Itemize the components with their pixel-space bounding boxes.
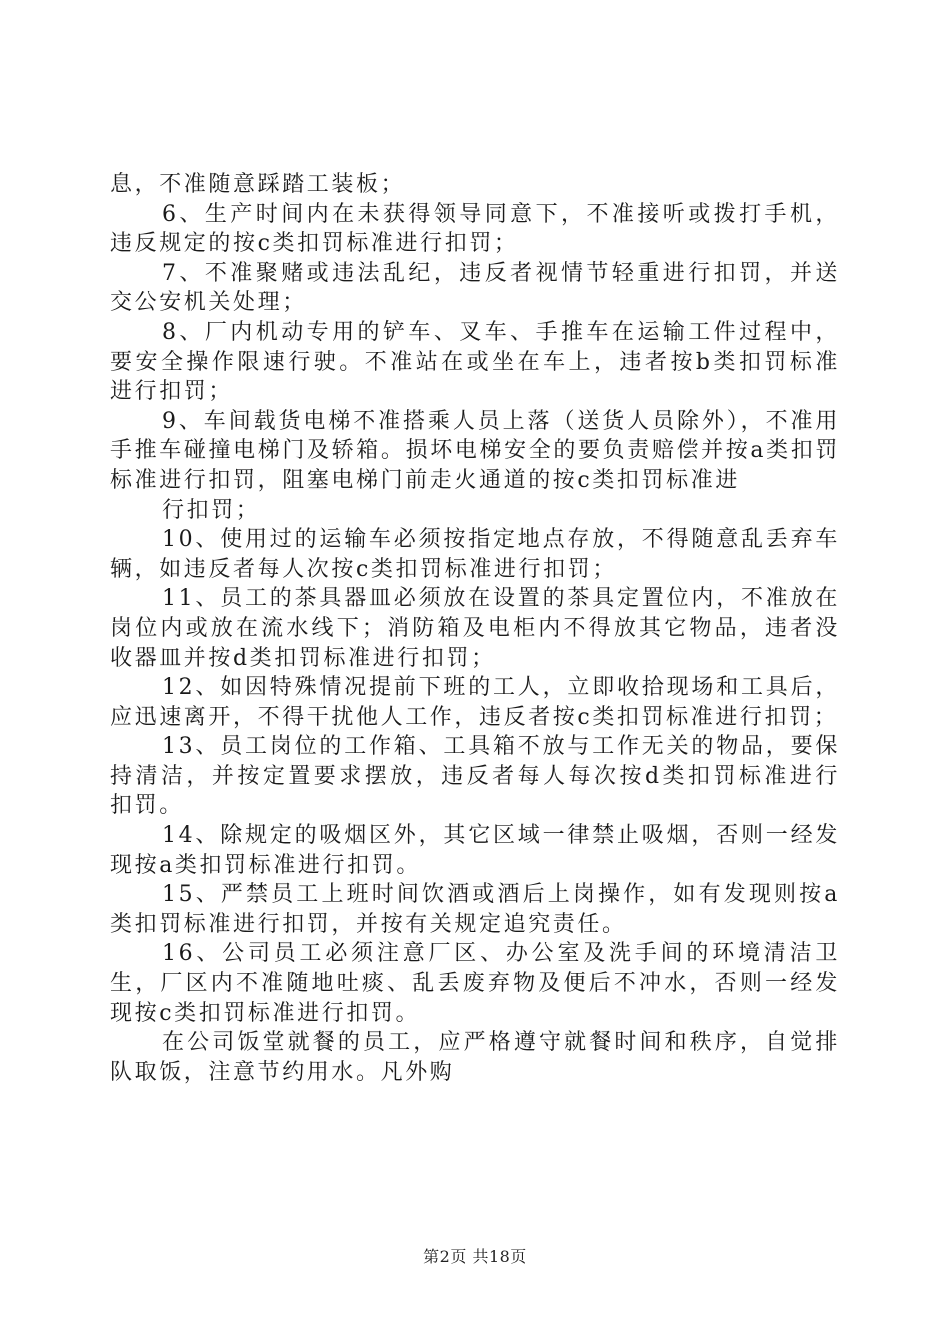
paragraph: 在公司饭堂就餐的员工，应严格遵守就餐时间和秩序，自觉排队取饭，注意节约用水。凡外购 [110, 1030, 840, 1085]
paragraph: 11、员工的茶具器皿必须放在设置的茶具定置位内，不准放在岗位内或放在流水线下；消防箱及电柜内不得放其它物品，违者没收器皿并按d类扣罚标准进行扣罚； [110, 586, 840, 671]
paragraph: 9、车间载货电梯不准搭乘人员上落（送货人员除外），不准用手推车碰撞电梯门及轿箱。损坏电梯安全的要负责赔偿并按a类扣罚标准进行扣罚，阻塞电梯门前走火通道的按c类扣罚标准进 [110, 408, 840, 493]
paragraph: 7、不准聚赌或违法乱纪，违反者视情节轻重进行扣罚，并送交公安机关处理； [110, 260, 840, 316]
paragraph: 6、生产时间内在未获得领导同意下，不准接听或拨打手机，违反规定的按c类扣罚标准进行扣罚； [110, 201, 840, 257]
document-body [110, 170, 840, 1087]
page-number-footer: 第2页 共18页 [423, 1247, 527, 1266]
paragraph: 14、除规定的吸烟区外，其它区域一律禁止吸烟，否则一经发现按a类扣罚标准进行扣罚。 [110, 823, 840, 878]
paragraph: 8、厂内机动专用的铲车、叉车、手推车在运输工件过程中，要安全操作限速行驶。不准站在或坐在车上，违者按b类扣罚标准进行扣罚； [110, 319, 840, 405]
paragraph: 15、严禁员工上班时间饮酒或酒后上岗操作，如有发现则按a类扣罚标准进行扣罚，并按有关规定追究责任。 [110, 882, 840, 937]
paragraph: 13、员工岗位的工作箱、工具箱不放与工作无关的物品，要保持清洁，并按定置要求摆放，违反者每人每次按d类扣罚标准进行扣罚。 [110, 734, 840, 819]
paragraph: 12、如因特殊情况提前下班的工人，立即收拾现场和工具后，应迅速离开，不得干扰他人工作，违反者按c类扣罚标准进行扣罚； [110, 675, 840, 730]
paragraph: 息，不准随意踩踏工装板； [110, 172, 406, 197]
paragraph: 10、使用过的运输车必须按指定地点存放，不得随意乱丢弃车辆，如违反者每人次按c类扣罚标准进行扣罚； [110, 527, 840, 582]
paragraph: 行扣罚； [162, 497, 261, 523]
paragraph: 16、公司员工必须注意厂区、办公室及洗手间的环境清洁卫生，厂区内不准随地吐痰、乱丢废弃物及便后不冲水，否则一经发现按c类扣罚标准进行扣罚。 [110, 941, 840, 1026]
